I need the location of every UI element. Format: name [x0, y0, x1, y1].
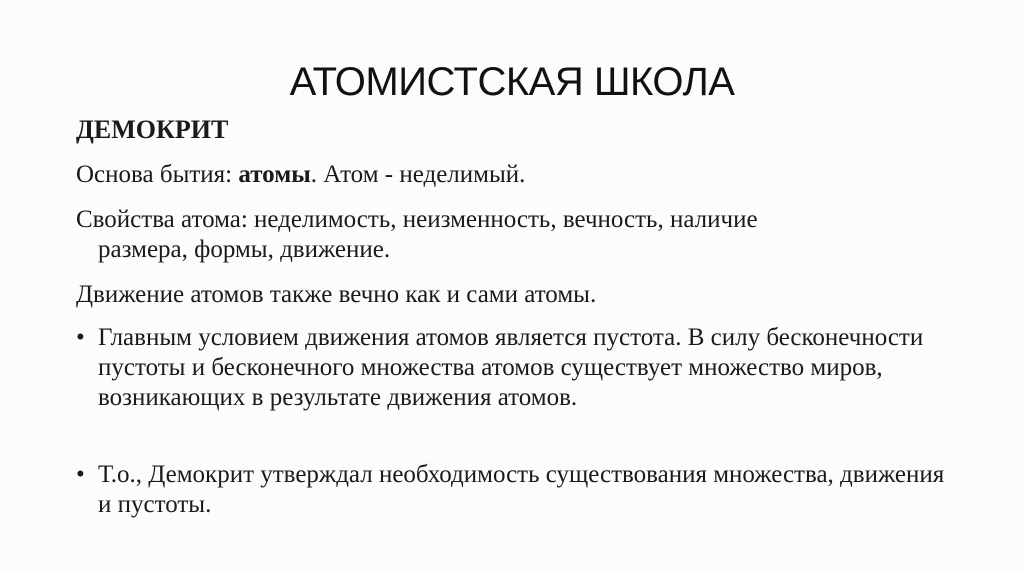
bullet-marker: •	[76, 461, 85, 488]
bullet-text: Главным условием движения атомов является пустота. В силу бесконечности пустоты и бесконечного множества атомов существует множество миров, возникающих в результате движения атомов.	[98, 324, 924, 411]
paragraph-properties-line2: размера, формы, движение.	[98, 236, 391, 263]
paragraph-basis-prefix: Основа бытия:	[76, 161, 239, 188]
bullet-item	[76, 460, 948, 520]
paragraph-atom-properties	[76, 205, 948, 265]
paragraph-properties-line1: Свойства атома: неделимость, неизменность, вечность, наличие	[76, 206, 758, 233]
bullet-item	[76, 323, 948, 413]
paragraph-basis-suffix: . Атом - неделимый.	[310, 161, 526, 188]
slide-subtitle: ДЕМОКРИТ	[76, 115, 229, 144]
paragraph-atom-motion: Движение атомов также вечно как и сами атомы.	[76, 281, 597, 308]
paragraph-basis-bold: атомы	[238, 161, 311, 188]
bullet-text: Т.о., Демокрит утверждал необходимость существования множества, движения и пустоты.	[98, 461, 945, 518]
bullet-marker: •	[76, 324, 85, 351]
paragraph-basis-of-being	[76, 160, 948, 190]
slide-title: АТОМИСТСКАЯ ШКОЛА	[289, 60, 735, 104]
